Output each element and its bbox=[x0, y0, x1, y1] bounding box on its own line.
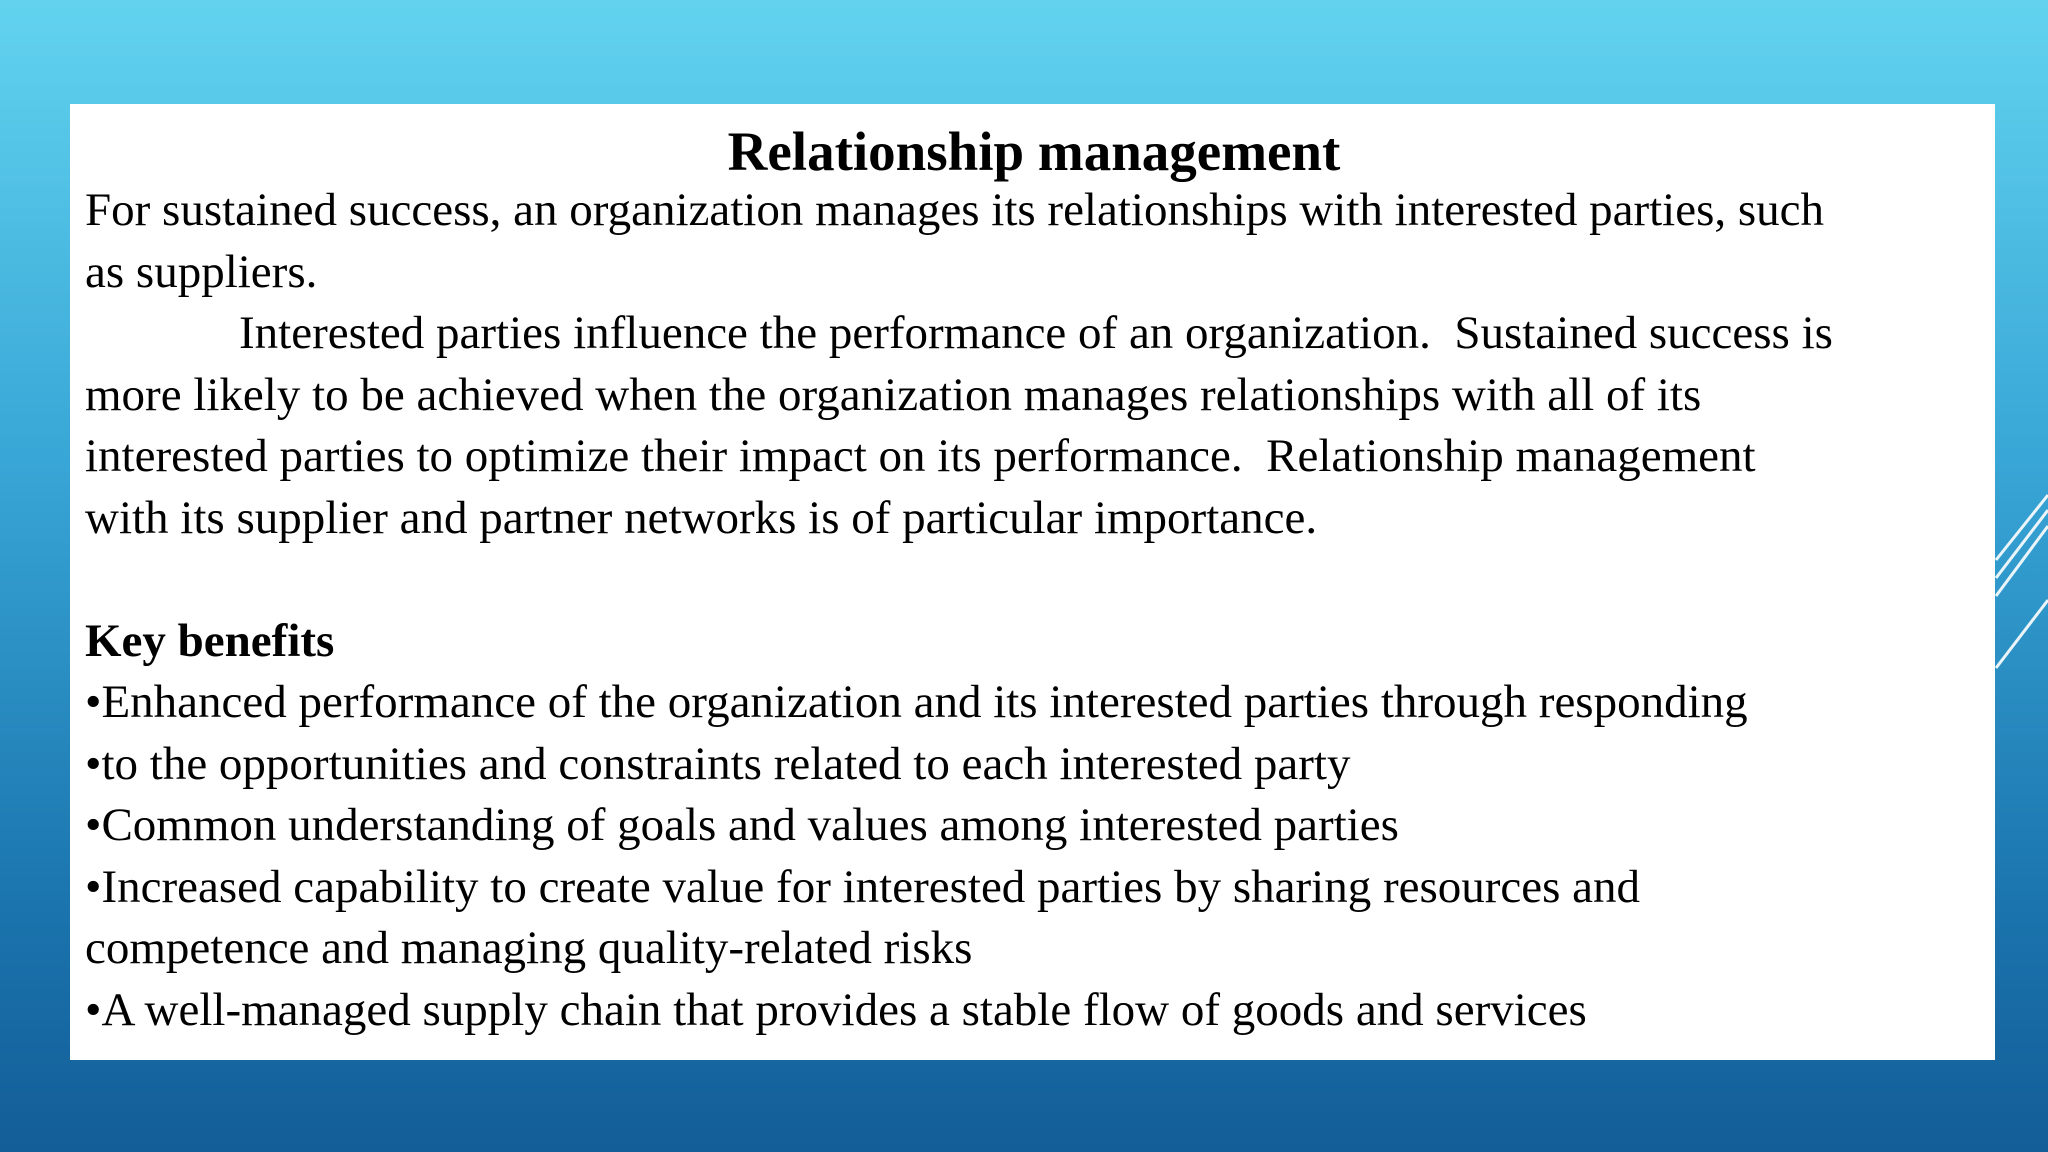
accent-line-4 bbox=[1996, 600, 2048, 668]
benefit-line: •Increased capability to create value for interested parties by sharing resources and bbox=[85, 860, 1641, 913]
benefit-line: •A well-managed supply chain that provides a stable flow of goods and services bbox=[85, 983, 1587, 1036]
accent-line-3 bbox=[1996, 526, 2048, 596]
benefit-line: •Enhanced performance of the organization and its interested parties through responding bbox=[85, 676, 1748, 728]
paragraph-line-4: with its supplier and partner networks is of particular importance. bbox=[85, 491, 1318, 544]
intro-line-1: For sustained success, an organization manages its relationships with interested parties, such bbox=[85, 184, 1825, 236]
benefit-line: competence and managing quality-related risks bbox=[85, 922, 973, 974]
paragraph-line-2: more likely to be achieved when the organization manages relationships with all of its bbox=[85, 368, 1702, 421]
content-panel bbox=[70, 104, 1995, 1060]
accent-line-2 bbox=[1996, 510, 2048, 578]
intro-line-2: as suppliers. bbox=[85, 245, 318, 298]
paragraph-line-3: interested parties to optimize their impact on its performance. Relationship management bbox=[85, 430, 1756, 482]
spacer bbox=[85, 549, 1983, 611]
benefits-heading: Key benefits bbox=[85, 614, 335, 667]
benefit-line: •to the opportunities and constraints related to each interested party bbox=[85, 737, 1351, 790]
slide-title: Relationship management bbox=[727, 121, 1341, 182]
benefit-line: •Common understanding of goals and values among interested parties bbox=[85, 799, 1399, 851]
accent-line-1 bbox=[1996, 495, 2048, 560]
paragraph-line-1: Interested parties influence the performance of an organization. Sustained success is bbox=[239, 307, 1833, 359]
